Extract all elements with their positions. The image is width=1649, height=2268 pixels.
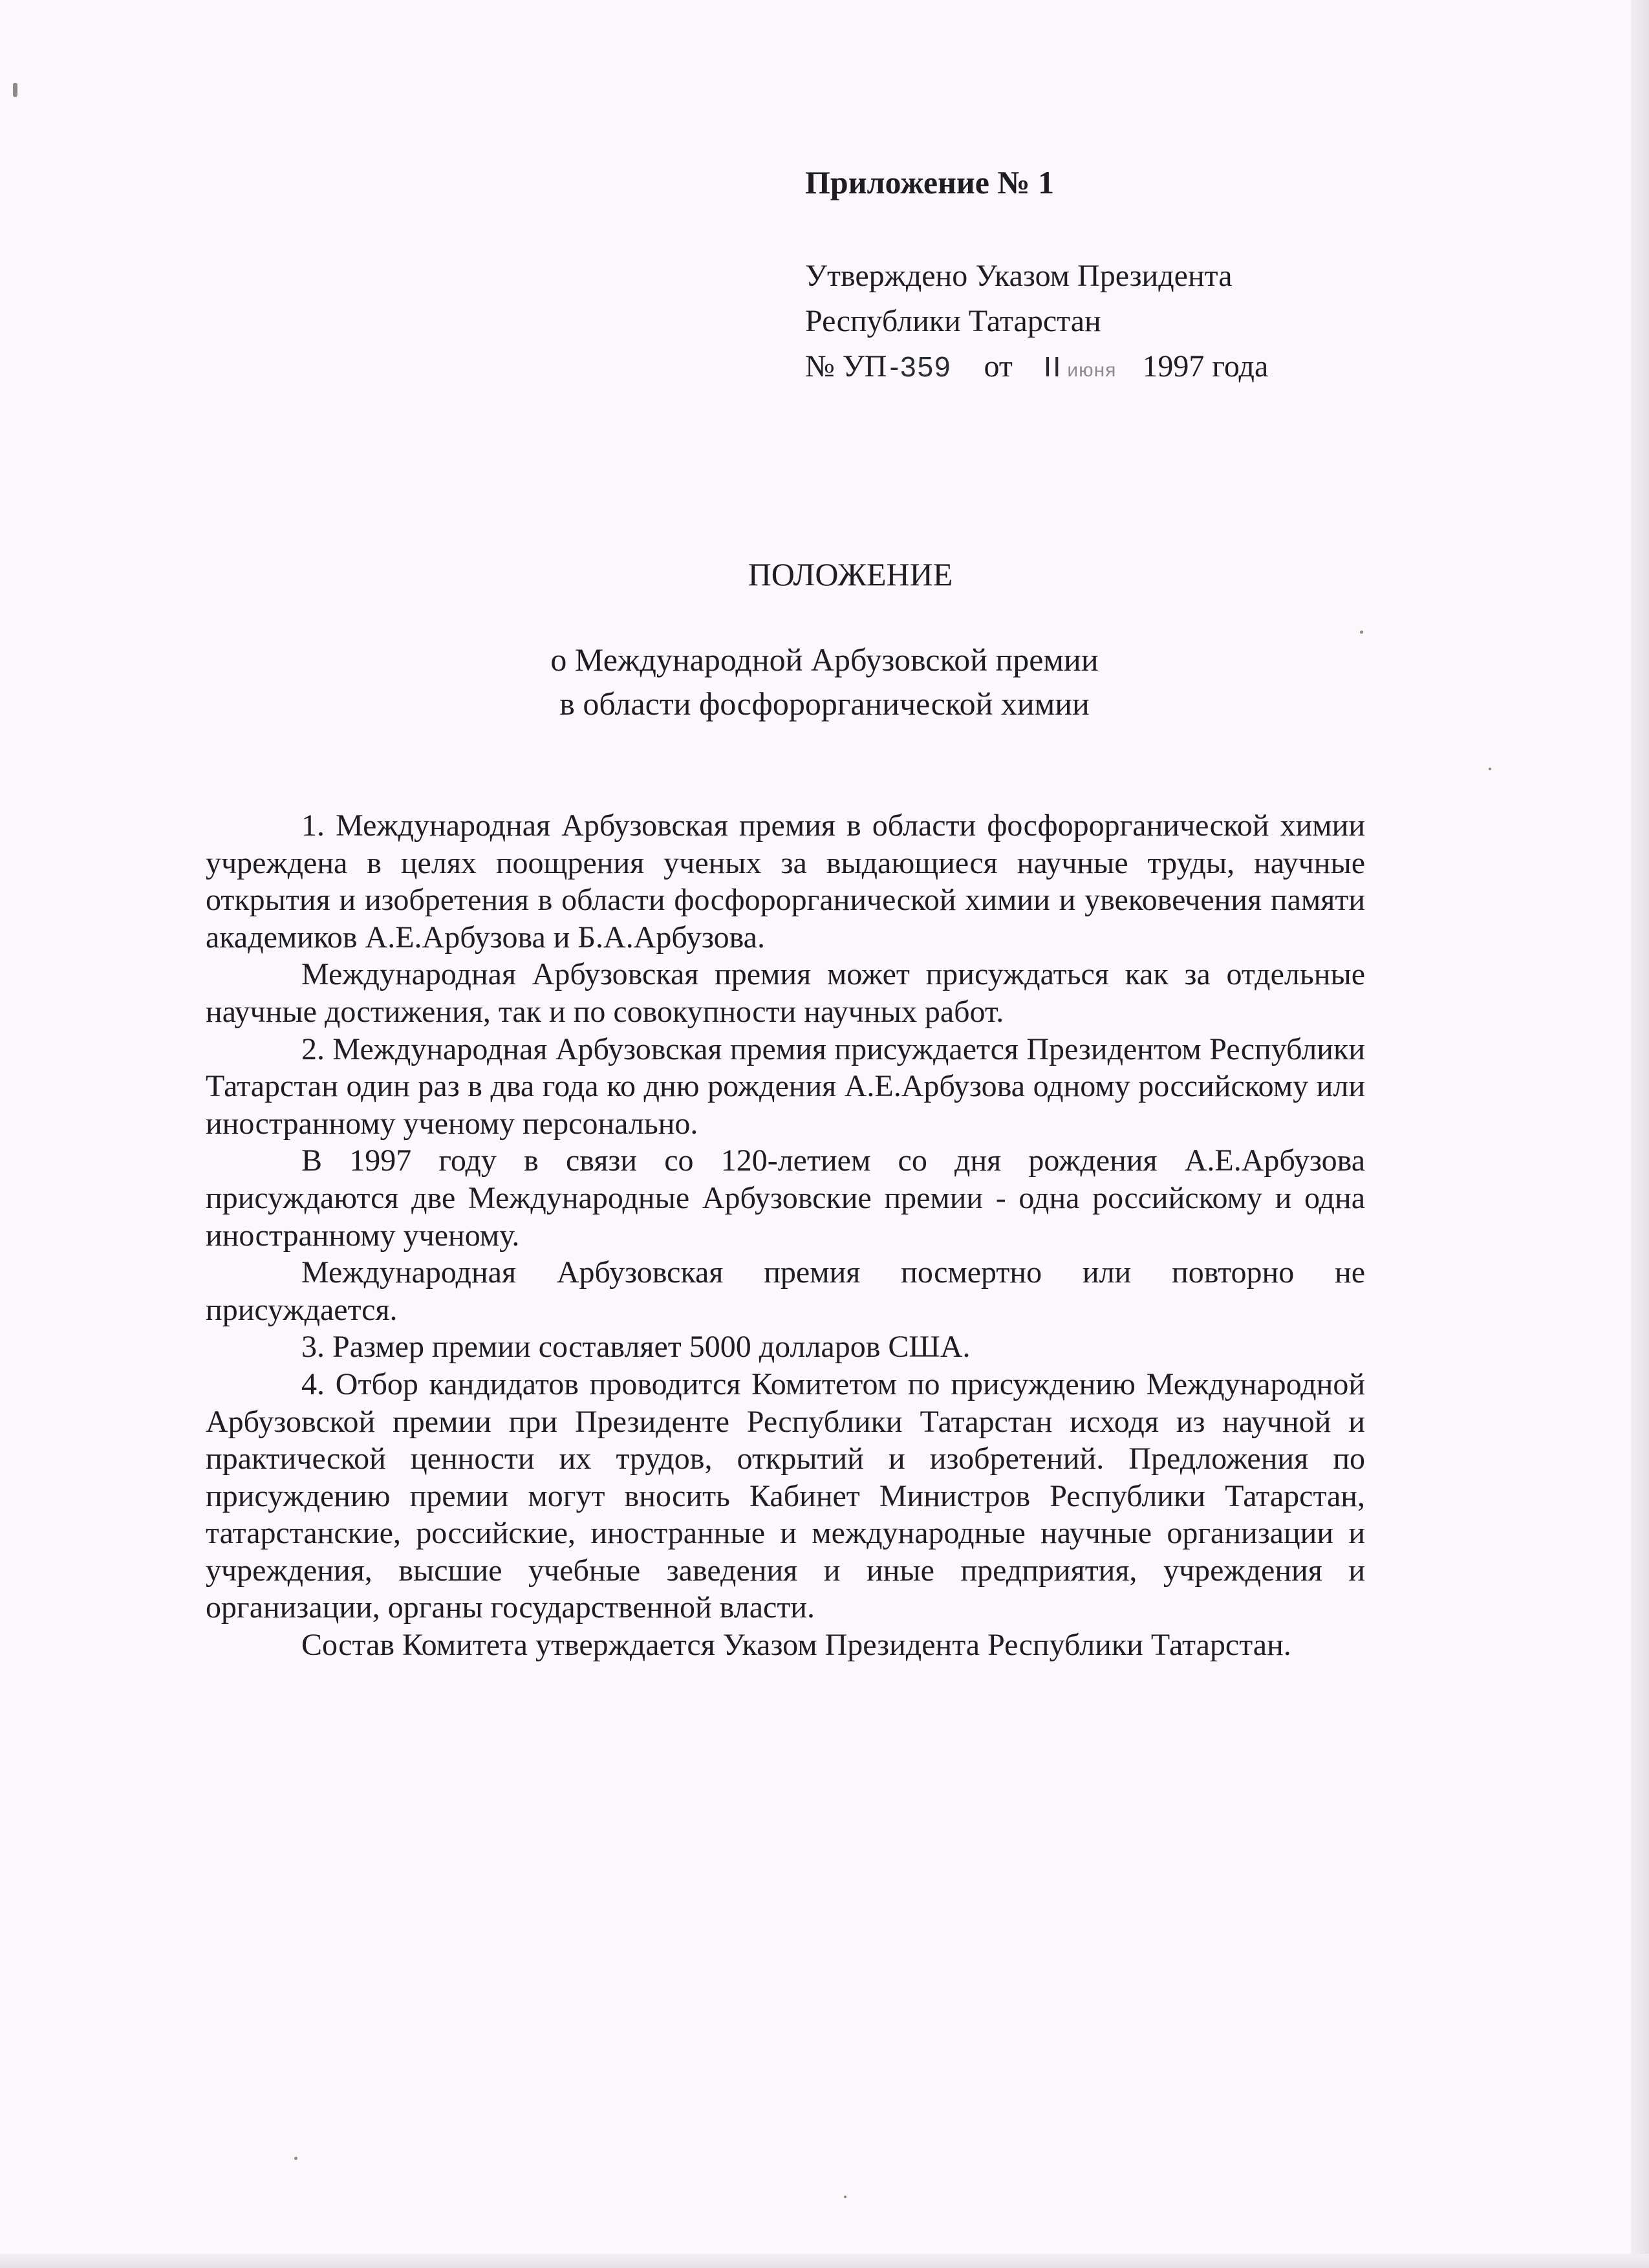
document-subtitle-line-1: о Международной Арбузовской премии (550, 642, 1099, 678)
approval-block (805, 254, 1268, 389)
date-month: июня (1067, 360, 1117, 381)
document-body (206, 807, 1365, 1664)
approval-line-2: Республики Татарстан (805, 304, 1101, 338)
date-day: II (1043, 351, 1062, 383)
scan-edge-right (1631, 0, 1649, 2268)
appendix-label: Приложение № 1 (805, 164, 1055, 200)
paragraph-1: 1. Международная Арбузовская премия в области фосфорорганической химии учреждена в целях поощрения ученых за выдающиеся научные труды, научные открытия и изобретения в области фосфорорганической химии и увековечения памяти академиков А.Е.Арбузова и Б.А.Арбузова. (206, 808, 1365, 955)
paragraph-2: Международная Арбузовская премия может присуждаться как за отдельные научные достижения, так и по совокупности научных работ. (206, 957, 1365, 1029)
scan-edge-bottom (0, 2254, 1649, 2268)
document-subtitle-line-2: в области фосфорорганической химии (559, 686, 1090, 722)
decree-line (805, 344, 1268, 389)
scan-speck (294, 2157, 297, 2160)
paragraph-4: В 1997 году в связи со 120-летием со дня рождения А.Е.Арбузова присуждаются две Международные Арбузовские премии - одна российскому и одна иностранному ученому. (206, 1143, 1365, 1253)
paragraph-7: 4. Отбор кандидатов проводится Комитетом по присуждению Международной Арбузовской премии при Президенте Республики Татарстан исходя из научной и практической ценности их трудов, открытий и изобретений. Предложения по присуждению премии могут вносить Кабинет Министров Республики Татарстан, татарстанские, российские, иностранные и международные научные организации и учреждения, высшие учебные заведения и иные предприятия, учреждения и организации, органы государственной власти. (206, 1366, 1365, 1625)
decree-number: -359 (889, 351, 952, 383)
paragraph-6: 3. Размер премии составляет 5000 долларов США. (301, 1330, 971, 1365)
approval-line-1: Утверждено Указом Президента (805, 259, 1233, 293)
scan-speck (844, 2196, 846, 2198)
date-prefix: от (984, 349, 1013, 383)
paragraph-3: 2. Международная Арбузовская премия присуждается Президентом Республики Татарстан один раз в два года ко дню рождения А.Е.Арбузова одному российскому или иностранному ученому персонально. (206, 1031, 1365, 1141)
scan-speck (1489, 768, 1491, 770)
decree-prefix: № УП (805, 349, 887, 383)
paragraph-5: Международная Арбузовская премия посмертно или повторно не присуждается. (206, 1255, 1365, 1327)
document-title: ПОЛОЖЕНИЕ (748, 556, 953, 592)
paragraph-8: Состав Комитета утверждается Указом Президента Республики Татарстан. (301, 1628, 1291, 1663)
scan-speck (1360, 631, 1363, 634)
scan-speck (13, 83, 17, 97)
date-year: 1997 года (1142, 349, 1269, 383)
